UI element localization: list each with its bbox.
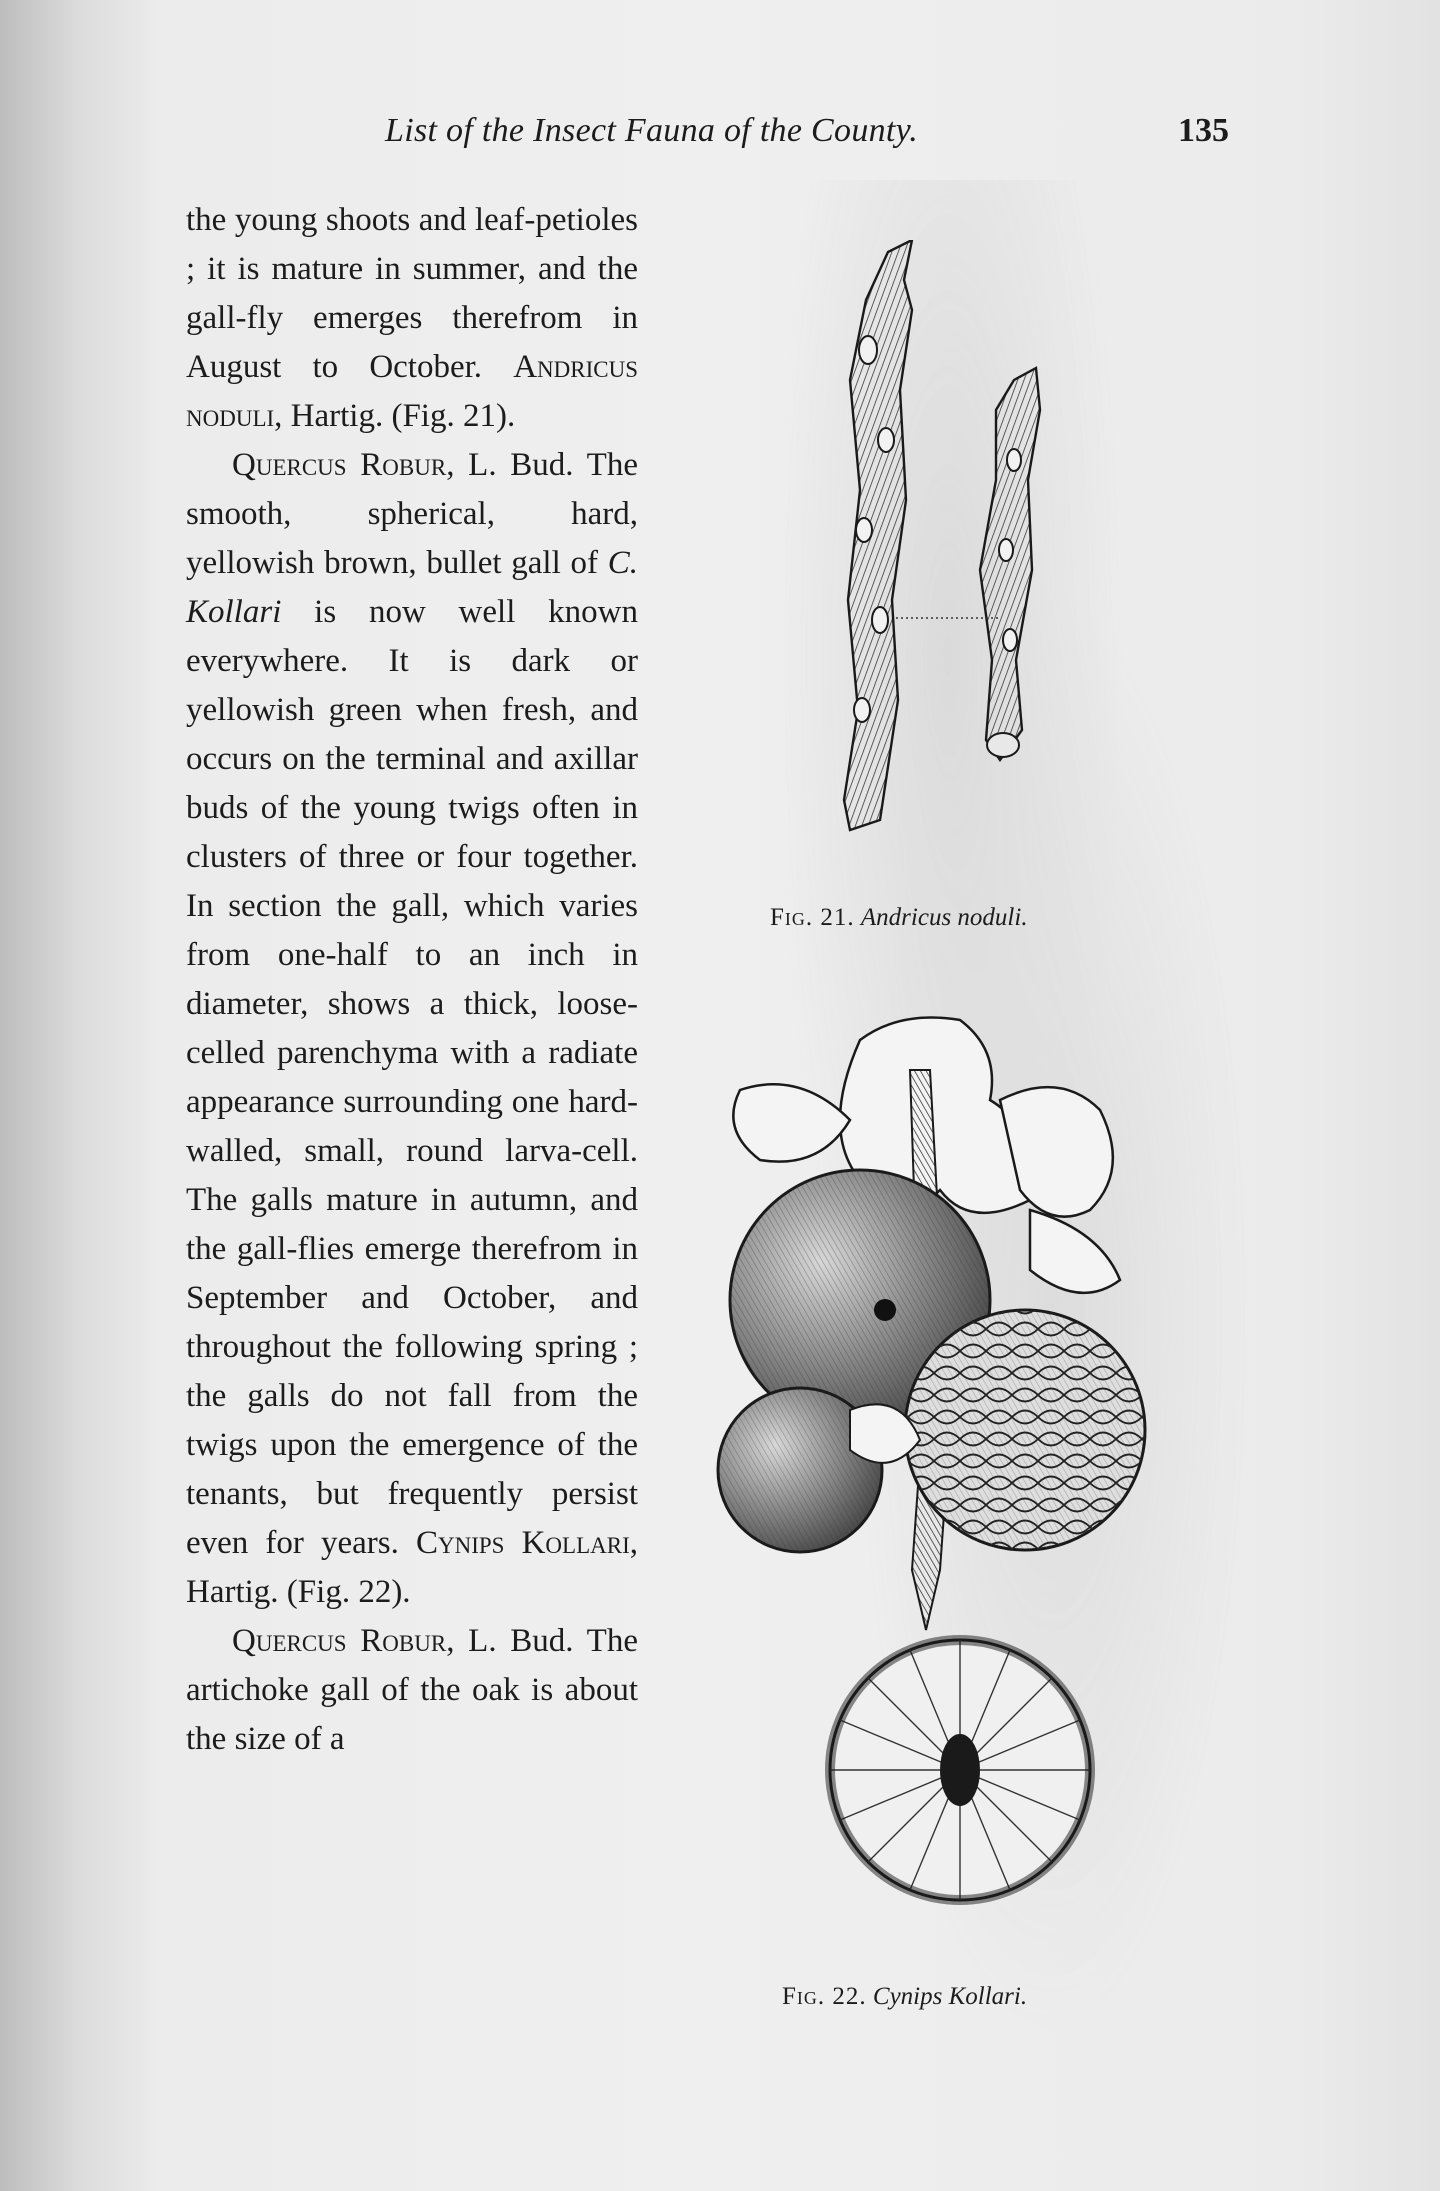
paragraph-2 — [186, 441, 638, 1617]
figure-21-name: Andricus noduli. — [860, 904, 1028, 931]
running-header — [0, 112, 1440, 162]
host-quercus-robur: Quercus Robur — [232, 447, 447, 483]
figure-22-name: Cynips Kollari. — [872, 1983, 1028, 2010]
figure-21-twigs-illustration — [800, 240, 1100, 840]
species-abbrev-c-kollari: C. Kollari — [186, 545, 638, 630]
page-number: 135 — [1178, 112, 1229, 149]
running-title: List of the Insect Fauna of the County. — [385, 112, 918, 149]
species-cynips-kollari: Cynips Kollari — [416, 1525, 630, 1561]
paragraph-2-citation: , Hartig. (Fig. 22). — [186, 1525, 638, 1610]
figure-21-label: Fig. 21. — [770, 904, 855, 931]
paragraph-2-text-a: , L. Bud. The smooth, spherical, hard, yellowish brown, bullet gall of — [186, 447, 638, 581]
figure-21-caption — [770, 904, 1028, 932]
figure-22-label: Fig. 22. — [782, 1983, 867, 2010]
paragraph-1-text: the young shoots and leaf-petioles ; it is mature in summer, and the gall-fly emerges therefrom in August to October. — [186, 202, 638, 385]
paragraph-3-text: , L. Bud. The artichoke gall of the oak is about the size of a — [186, 1623, 638, 1757]
paragraph-2-text-b: is now well known everywhere. It is dark or yellowish green when fresh, and occurs on the terminal and axillar buds of the young twigs often in clusters of three or four together. In section the gall, which varies from one-half to an inch in diameter, shows a thick, loose-celled parenchyma with a radiate appearance surrounding one hard-walled, small, round larva-cell. The galls mature in autumn, and the gall-flies emerge therefrom in September and October, and throughout the following spring ; the galls do not fall from the twigs upon the emergence of the tenants, but frequently persist even for years. — [186, 594, 638, 1561]
body-text-column — [186, 196, 638, 1764]
host-quercus-robur-2: Quercus Robur — [232, 1623, 447, 1659]
paragraph-1 — [186, 196, 638, 441]
paragraph-3 — [186, 1617, 638, 1764]
figure-22-galls-illustration — [700, 1010, 1170, 1930]
species-andricus-noduli: Andricus noduli — [186, 349, 638, 434]
paragraph-1-citation: , Hartig. (Fig. 21). — [274, 398, 516, 434]
figure-22-caption — [782, 1983, 1027, 2011]
